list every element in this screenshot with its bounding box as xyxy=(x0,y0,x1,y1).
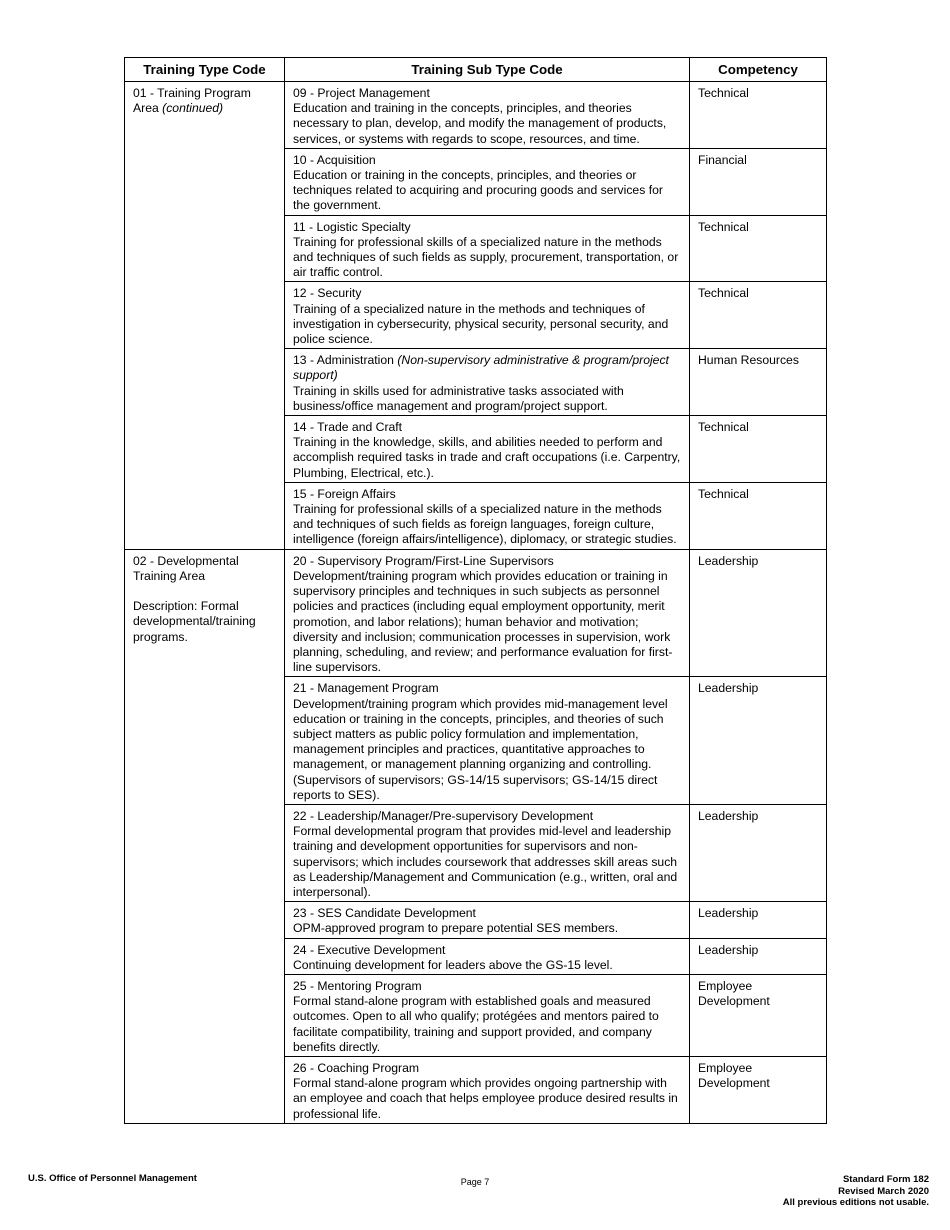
footer-form-name: Standard Form 182 xyxy=(842,1174,929,1185)
type-code-cell-02 xyxy=(125,549,285,1123)
sub-type-cell xyxy=(285,974,690,1056)
header-training-sub-type-code: Training Sub Type Code xyxy=(285,58,690,82)
competency-cell: Employee Development xyxy=(690,974,827,1056)
footer-notice: All previous editions not usable. xyxy=(782,1197,929,1208)
sub-type-cell xyxy=(285,1056,690,1123)
sub-type-description: Training in the knowledge, skills, and abilities needed to perform and accomplish required tasks in trade and craft occupations (i.e. Carpentry, Plumbing, Electrical, etc.). xyxy=(293,435,681,480)
spacer xyxy=(133,584,276,599)
header-competency: Competency xyxy=(690,58,827,82)
sub-type-cell xyxy=(285,349,690,416)
sub-type-title: 12 - Security xyxy=(293,286,362,301)
type-code-continued: (continued) xyxy=(162,101,224,116)
sub-type-title: 15 - Foreign Affairs xyxy=(293,486,396,501)
table-row xyxy=(125,82,827,149)
sub-type-cell xyxy=(285,215,690,282)
competency-cell: Leadership xyxy=(690,938,827,974)
header-training-type-code: Training Type Code xyxy=(125,58,285,82)
sub-type-description: Training for professional skills of a specialized nature in the methods and techniques of such fields as foreign languages, foreign culture, intelligence (foreign affairs/intelligence), diplomacy, or strategic studies. xyxy=(293,502,677,547)
training-codes-table xyxy=(124,57,827,1124)
sub-type-description: Continuing development for leaders above the GS-15 level. xyxy=(293,957,613,972)
sub-type-description: Formal stand-alone program with established goals and measured outcomes. Open to all who qualify; protégées and mentors paired to facilitate compatibility, training and support provided, and company benefits directly. xyxy=(293,994,659,1054)
competency-cell: Technical xyxy=(690,215,827,282)
competency-cell: Technical xyxy=(690,282,827,349)
type-code-label: 02 - Developmental Training Area xyxy=(133,553,239,583)
competency-cell: Technical xyxy=(690,482,827,549)
sub-type-title: 22 - Leadership/Manager/Pre-supervisory Development xyxy=(293,808,594,823)
table-header-row xyxy=(125,58,827,82)
sub-type-cell xyxy=(285,148,690,215)
sub-type-title: 26 - Coaching Program xyxy=(293,1060,419,1075)
sub-type-description: Training of a specialized nature in the methods and techniques of investigation in cybersecurity, physical security, personal security, and police science. xyxy=(293,301,669,347)
table-row xyxy=(125,549,827,677)
competency-cell: Employee Development xyxy=(690,1056,827,1123)
sub-type-title: 21 - Management Program xyxy=(293,681,439,696)
competency-cell: Leadership xyxy=(690,549,827,677)
type-code-cell-01 xyxy=(125,82,285,550)
sub-type-cell xyxy=(285,677,690,805)
footer-revision: Revised March 2020 xyxy=(838,1185,929,1197)
competency-cell: Leadership xyxy=(690,677,827,805)
sub-type-title: 14 - Trade and Craft xyxy=(293,420,403,435)
sub-type-title: 11 - Logistic Specialty xyxy=(293,219,411,234)
sub-type-title-note: (Non-supervisory administrative & program/project support) xyxy=(293,353,669,383)
sub-type-cell xyxy=(285,938,690,974)
sub-type-cell xyxy=(285,82,690,149)
competency-cell: Technical xyxy=(690,82,827,149)
footer-form-info xyxy=(783,1174,929,1209)
sub-type-description: Training for professional skills of a specialized nature in the methods and techniques of such fields as supply, procurement, transportation, or air traffic control. xyxy=(293,234,679,280)
sub-type-title: 24 - Executive Development xyxy=(293,942,446,957)
sub-type-cell xyxy=(285,902,690,938)
sub-type-description: Formal stand-alone program which provides ongoing partnership with an employee and coach that helps employee produce desired results in professional life. xyxy=(293,1076,678,1121)
sub-type-title: 23 - SES Candidate Development xyxy=(293,906,476,921)
sub-type-description: Education and training in the concepts, principles, and theories necessary to plan, develop, and modify the management of products, services, or systems with regards to scope, resources, and time. xyxy=(293,101,667,146)
type-code-label: 01 - Training Program Area xyxy=(133,86,251,116)
sub-type-description: OPM-approved program to prepare potential SES members. xyxy=(293,921,619,936)
sub-type-title: 10 - Acquisition xyxy=(293,152,376,167)
sub-type-title: 25 - Mentoring Program xyxy=(293,978,422,993)
competency-cell: Leadership xyxy=(690,902,827,938)
competency-cell: Technical xyxy=(690,416,827,483)
sub-type-cell xyxy=(285,416,690,483)
competency-cell: Financial xyxy=(690,148,827,215)
sub-type-cell xyxy=(285,804,690,901)
sub-type-title: 09 - Project Management xyxy=(293,86,430,100)
sub-type-title: 13 - Administration xyxy=(293,353,394,368)
sub-type-cell xyxy=(285,549,690,677)
sub-type-description: Development/training program which provides mid-management level education or training in the concepts, principles, and theories of such subject matters as public policy formulation and implementation, management principles and practices, quantitative approaches to management, or management planning organizing and controlling. (Supervisors of supervisors; GS-14/15 supervisors; GS-14/15 direct reports to SES). xyxy=(293,696,668,802)
competency-cell: Leadership xyxy=(690,804,827,901)
footer-agency: U.S. Office of Personnel Management xyxy=(28,1173,197,1184)
sub-type-description: Development/training program which provides education or training in supervisory principles and techniques in such subjects as personnel policies and practices (including equal employment opportunity, merit promotion, and labor relations); human behavior and motivation; diversity and inclusion; communication processes in supervision, work planning, scheduling, and review; and performance evaluation for first-line supervisors. xyxy=(293,568,673,675)
sub-type-description: Training in skills used for administrative tasks associated with business/office management and program/project support. xyxy=(293,383,624,413)
sub-type-cell xyxy=(285,282,690,349)
footer-page-number: Page 7 xyxy=(460,1177,490,1187)
sub-type-description: Formal developmental program that provides mid-level and leadership training and development opportunities for supervisors and non-supervisors; which includes coursework that addresses skill areas such as Leadership/Management and Communication (e.g., written, oral and interpersonal). xyxy=(293,824,678,899)
competency-cell: Human Resources xyxy=(690,349,827,416)
sub-type-description: Education or training in the concepts, principles, and theories or techniques related to acquiring and procuring goods and services for the government. xyxy=(293,168,663,213)
sub-type-title: 20 - Supervisory Program/First-Line Supervisors xyxy=(293,553,554,568)
sub-type-cell xyxy=(285,482,690,549)
type-code-description: Description: Formal developmental/training programs. xyxy=(133,599,256,644)
